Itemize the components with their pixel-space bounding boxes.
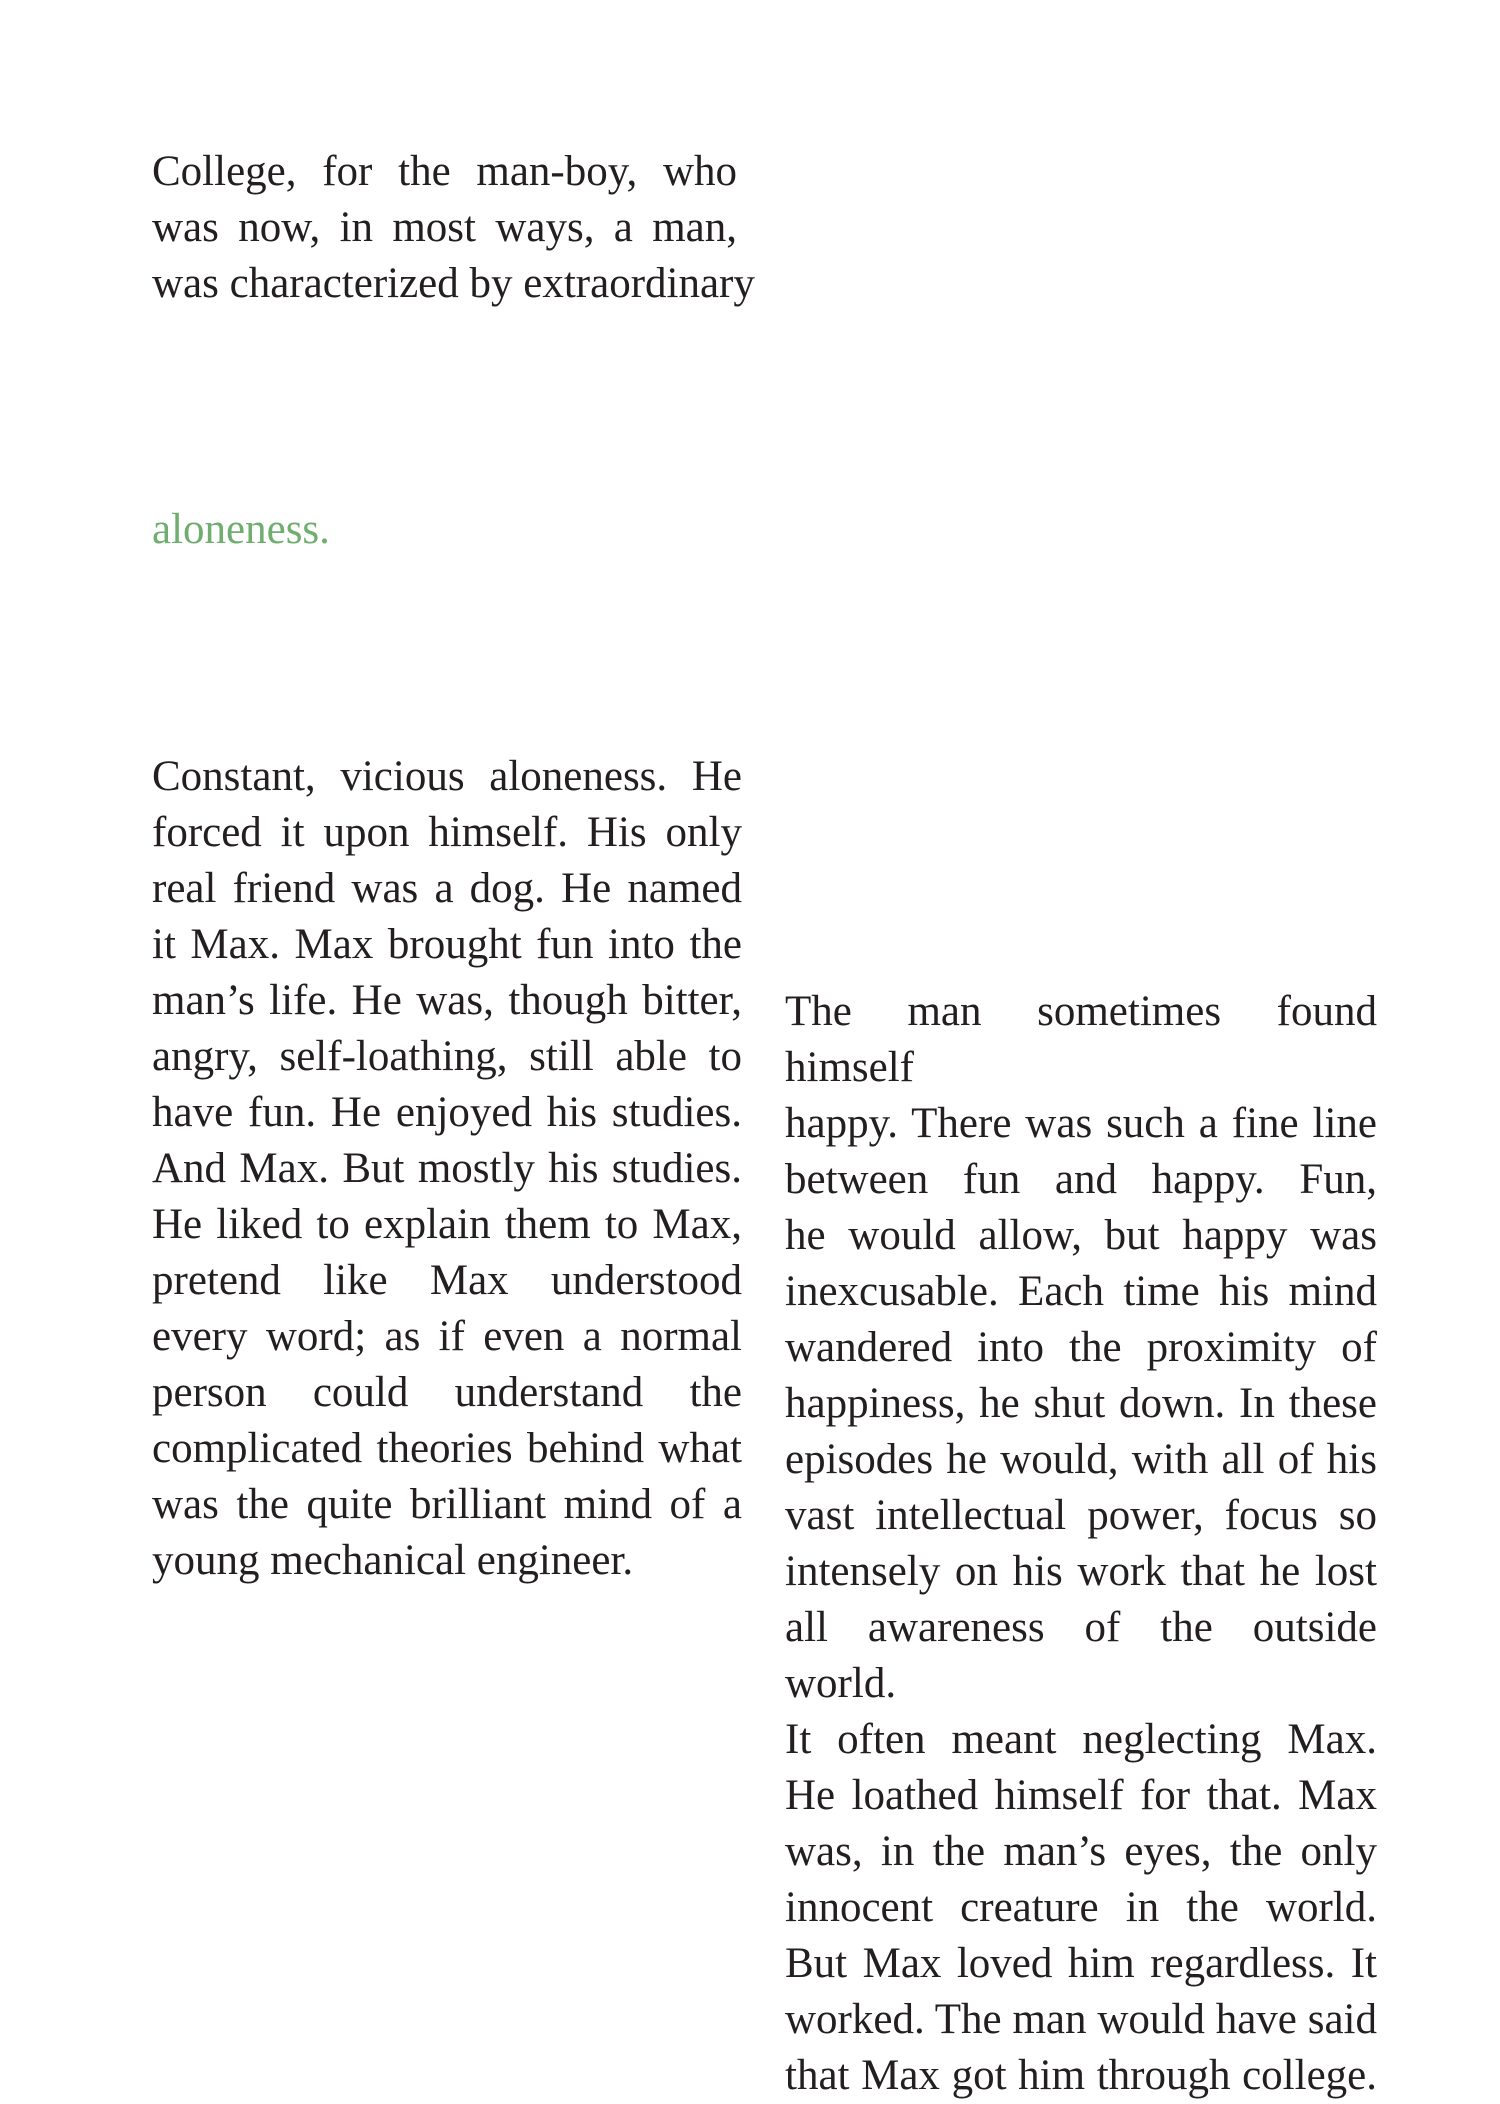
text-line: intensely on his work that he lost [785,1548,1377,1595]
text-line: College, for the man-boy, who [152,148,737,195]
text-line: wandered into the proximity of [785,1324,1377,1371]
text-line: vast intellectual power, focus so [785,1492,1377,1539]
text-line: complicated theories behind what [152,1425,742,1472]
text-line: person could understand the [152,1369,742,1416]
text-line: He liked to explain them to Max, [152,1201,742,1248]
text-line: was, in the man’s eyes, the only [785,1828,1377,1875]
text-line: The man sometimes found himself [785,988,1377,1091]
text-line: inexcusable. Each time his mind [785,1268,1377,1315]
text-line: pretend like Max understood [152,1257,742,1304]
text-line: happiness, he shut down. In these [785,1380,1377,1427]
text-line: He loathed himself for that. Max [785,1772,1377,1819]
text-line: that Max got him through college. [785,2052,1377,2099]
text-line: was the quite brilliant mind of a [152,1481,742,1528]
text-line: he would allow, but happy was [785,1212,1377,1259]
accent-word [152,502,737,558]
text-line: happy. There was such a fine line [785,1100,1377,1147]
text-line: angry, self-loathing, still able to [152,1033,742,1080]
text-line: forced it upon himself. His only [152,809,742,856]
text-line: it Max. Max brought fun into the [152,921,742,968]
left-column-paragraph [152,749,742,1589]
text-line: And Max. But mostly his studies. [152,1145,742,1192]
text-line: episodes he would, with all of his [785,1436,1377,1483]
text-line: all awareness of the outside world. [785,1604,1377,1707]
accent-line: aloneness. [152,506,330,553]
text-line: worked. The man would have said [785,1996,1377,2043]
intro-paragraph [152,144,755,312]
text-line: was characterized by extraordinary [152,260,755,307]
text-line: Constant, vicious aloneness. He [152,753,742,800]
text-line: young mechanical engineer. [152,1537,634,1584]
text-line: real friend was a dog. He named [152,865,742,912]
text-line: have fun. He enjoyed his studies. [152,1089,742,1136]
right-column-paragraph [785,984,1377,2104]
text-line: between fun and happy. Fun, [785,1156,1377,1203]
text-line: man’s life. He was, though bitter, [152,977,742,1024]
text-line: was now, in most ways, a man, [152,204,737,251]
text-line: innocent creature in the world. [785,1884,1377,1931]
text-line: every word; as if even a normal [152,1313,742,1360]
text-line: But Max loved him regardless. It [785,1940,1377,1987]
text-line: It often meant neglecting Max. [785,1716,1377,1763]
